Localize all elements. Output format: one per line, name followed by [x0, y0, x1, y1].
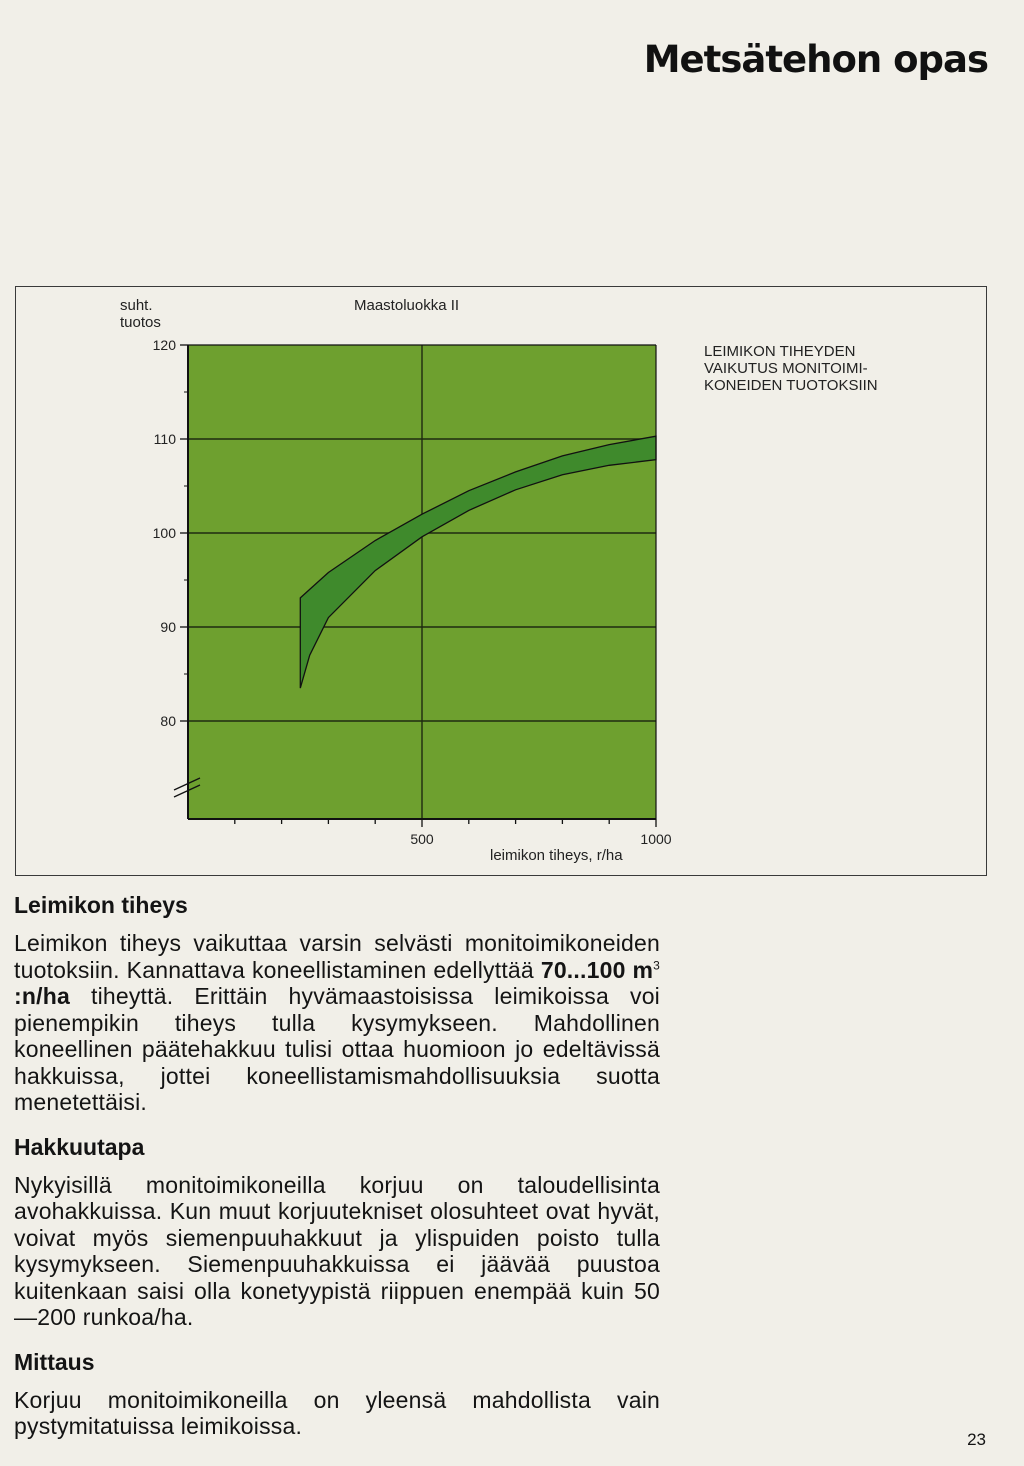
- bold-unit: :n/ha: [14, 983, 70, 1009]
- y-tick-label-110: 110: [153, 431, 176, 447]
- y-tick-label-90: 90: [160, 619, 176, 635]
- unit-superscript: 3: [653, 957, 661, 972]
- bold-value: 70...100 m: [540, 956, 654, 983]
- section-text-leimikon-tiheys: [14, 930, 660, 1116]
- y-tick-label-100: 100: [152, 525, 176, 541]
- brand-title: Metsätehon opas: [643, 38, 988, 81]
- x-axis-label: leimikon tiheys, r/ha: [490, 847, 623, 864]
- section-heading-hakkuutapa: Hakkuutapa: [14, 1133, 145, 1160]
- section-text-hakkuutapa: Nykyisillä monitoimikoneilla korjuu on taloudellisinta avohakkuissa. Kun muut korjuutekniset olosuhteet ovat hyvät, voivat myös siemenpuuhakkuut ja ylispuiden poisto tulla kysymykseen. Siemenpuuhakkuissa ei jäävää puustoa kuitenkaan saisi olla konetyypistä riippuen enempää kuin 50—200 runkoa/ha.: [14, 1171, 660, 1330]
- figure-box: [15, 286, 987, 876]
- text-after: tiheyttä. Erittäin hyvämaastoisissa leimikoissa voi pienempikin tiheys tulla kysymykseen. Mahdollinen koneellinen päätehakkuu tulisi ottaa huomioon jo edeltävissä hakkuissa, jottei koneellistamismahdollisuuksia suotta menetettäisi.: [14, 983, 660, 1115]
- chart-subtitle: Maastoluokka II: [354, 297, 460, 314]
- section-text-mittaus: Korjuu monitoimikoneilla on yleensä mahdollista vain pystymitatuissa leimikoissa.: [14, 1386, 660, 1439]
- y-tick-label-120: 120: [152, 337, 176, 353]
- text-before: Leimikon tiheys vaikuttaa varsin selvästi monitoimikoneiden tuotoksiin. Kannattava koneellistaminen edellyttää: [14, 930, 660, 983]
- section-heading-mittaus: Mittaus: [14, 1348, 95, 1375]
- article-body: [14, 892, 660, 1458]
- y-axis-label-line2: tuotos: [120, 314, 161, 331]
- x-tick-label-1000: 1000: [640, 831, 672, 847]
- section-heading-leimikon-tiheys: Leimikon tiheys: [14, 892, 188, 918]
- page-number: 23: [967, 1430, 986, 1449]
- chart-title: LEIMIKON TIHEYDEN VAIKUTUS MONITOIMI- KONEIDEN TUOTOKSIIN: [704, 343, 878, 394]
- y-tick-label-80: 80: [160, 713, 176, 729]
- x-tick-label-500: 500: [410, 831, 434, 847]
- density-output-chart: [16, 287, 986, 875]
- y-axis-label-line1: suht.: [120, 297, 153, 314]
